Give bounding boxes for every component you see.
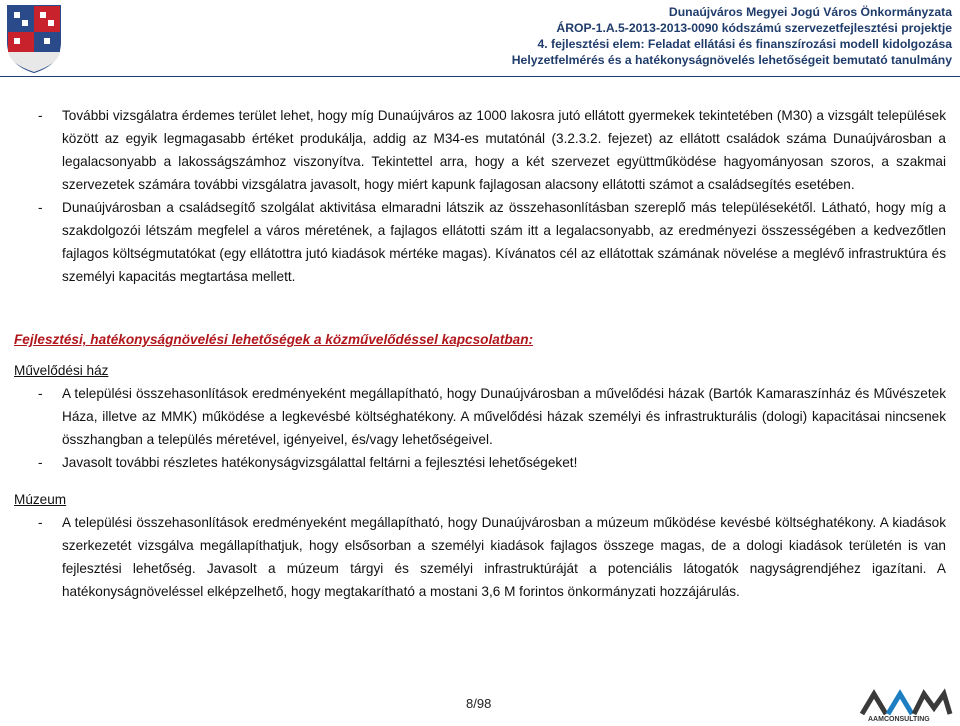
section-heading: Fejlesztési, hatékonyságnövelési lehetőségek a közművelődéssel kapcsolatban:: [14, 332, 534, 347]
list-item: - A települési összehasonlítások eredményeként megállapítható, hogy Dunaújvárosban a művelődési házak (Bartók Kamaraszínház és Művészetek Háza, illetve az MMK) működése a legkevésbé költséghatékony. A művelődési házak személyi és infrastrukturális (dologi) kapacitásai nincsenek összhangban a település méretével, igényeivel, és/vagy lehetőségeivel.: [38, 386, 946, 447]
logo-text: AAMCONSULTING: [868, 716, 930, 723]
list-item-text: A települési összehasonlítások eredményeként megállapítható, hogy Dunaújvárosban a művelődési házak (Bartók Kamaraszínház és Művészetek Háza, illetve az MMK) működése a legkevésbé költséghatékony. A művelődési házak személyi és infrastrukturális (dologi) kapacitásai nincsenek összhangban a település méretével, igényeivel, és/vagy lehetőségeivel.: [62, 386, 946, 447]
page-number: 8/98: [466, 696, 492, 711]
list-item: - Dunaújvárosban a családsegítő szolgálat aktivitása elmaradni látszik az összehasonlításban szereplő más településekétől. Látható, hogy míg a szakdolgozói létszám megfelel a város méretének, a fajlagos ellátotti szám itt a legalacsonyabb, az eredményezi összességében a kedvezőtlen fajlagos költségmutatókat (egy ellátottra jutó kiadások mértéke magas). Kívánatos cél az ellátottak számának növelése a meglévő infrastruktúra és személyi kapacitás megtartása mellett.: [38, 200, 946, 284]
list-item-text: Dunaújvárosban a családsegítő szolgálat aktivitása elmaradni látszik az összehasonlításban szereplő más településekétől. Látható, hogy míg a szakdolgozói létszám megfelel a város méretének, a fajlagos ellátotti szám itt a legalacsonyabb, az eredményezi összességében a kedvezőtlen fajlagos költségmutatókat (egy ellátottra jutó kiadások mértéke magas). Kívánatos cél az ellátottak számának növelése a meglévő infrastruktúra és személyi kapacitás megtartása mellett.: [62, 200, 946, 284]
header-divider: [0, 76, 960, 77]
subheading-muvelodesi-haz: Művelődési ház: [14, 363, 109, 378]
header-text: [512, 4, 952, 68]
subheading-muzeum: Múzeum: [14, 492, 67, 507]
coat-of-arms-icon: [4, 2, 64, 74]
header-line-element: 4. fejlesztési elem: Feladat ellátási és finanszírozási modell kidolgozása: [537, 37, 952, 51]
list-item-text: Javasolt további részletes hatékonyságvizsgálattal feltárni a fejlesztési lehetőségeket!: [62, 455, 578, 470]
header-line-study: Helyzetfelmérés és a hatékonyságnövelés lehetőségeit bemutató tanulmány: [511, 53, 952, 67]
list-item: - További vizsgálatra érdemes terület lehet, hogy míg Dunaújváros az 1000 lakosra jutó ellátott gyermekek tekintetében (M30) a vizsgált települések között az egyik legmagasabb értéket produkálja, addig az M34-es mutatónál (3.2.3.2. fejezet) az ellátott családok száma Dunaújvárosban a legalacsonyabb a lakosságszámhoz viszonyítva. Tekintettel arra, hogy a két szervezet együttműködése hagyományosan szoros, a szakmai szervezetek számára további vizsgálatra javasolt, hogy miért kapunk fajlagosan alacsony ellátotti számot a családsegítés esetében.: [38, 108, 946, 192]
list-item: - Javasolt további részletes hatékonyságvizsgálattal feltárni a fejlesztési lehetőségeket!: [38, 455, 578, 470]
list-item: - A települési összehasonlítások eredményeként megállapítható, hogy Dunaújvárosban a múzeum működése kevésbé költséghatékony. A kiadások szerkezetét vizsgálva megállapíthatjuk, hogy elsősorban a személyi kiadások fajlagos összege magas, de a dologi kiadások területén is van fejlesztési lehetőség. Javasolt a múzeum tárgyi és személyi infrastruktúráját a potenciális látogatók nagyságrendjéhez igazítani. A hatékonyságnöveléssel elképzelhető, hogy megtakarítható a mostani 3,6 M forintos önkormányzati hozzájárulás.: [38, 515, 946, 599]
page-header: [0, 0, 960, 78]
list-item-text: A települési összehasonlítások eredményeként megállapítható, hogy Dunaújvárosban a múzeum működése kevésbé költséghatékony. A kiadások szerkezetét vizsgálva megállapíthatjuk, hogy elsősorban a személyi kiadások fajlagos összege magas, de a dologi kiadások területén is van fejlesztési lehetőség. Javasolt a múzeum tárgyi és személyi infrastruktúráját a potenciális látogatók nagyságrendjéhez igazítani. A hatékonyságnöveléssel elképzelhető, hogy megtakarítható a mostani 3,6 M forintos önkormányzati hozzájárulás.: [62, 515, 946, 599]
document-body: [14, 104, 946, 603]
header-line-project: ÁROP-1.A.5-2013-2013-0090 kódszámú szervezetfejlesztési projektje: [556, 21, 952, 35]
list-item-text: További vizsgálatra érdemes terület lehet, hogy míg Dunaújváros az 1000 lakosra jutó ellátott gyermekek tekintetében (M30) a vizsgált települések között az egyik legmagasabb értéket produkálja, addig az M34-es mutatónál (3.2.3.2. fejezet) az ellátott családok száma Dunaújvárosban a legalacsonyabb a lakosságszámhoz viszonyítva. Tekintettel arra, hogy a két szervezet együttműködése hagyományosan szoros, a szakmai szervezetek számára további vizsgálatra javasolt, hogy miért kapunk fajlagosan alacsony ellátotti számot a családsegítés esetében.: [62, 108, 946, 192]
header-line-municipality: Dunaújváros Megyei Jogú Város Önkormányzata: [668, 5, 952, 19]
